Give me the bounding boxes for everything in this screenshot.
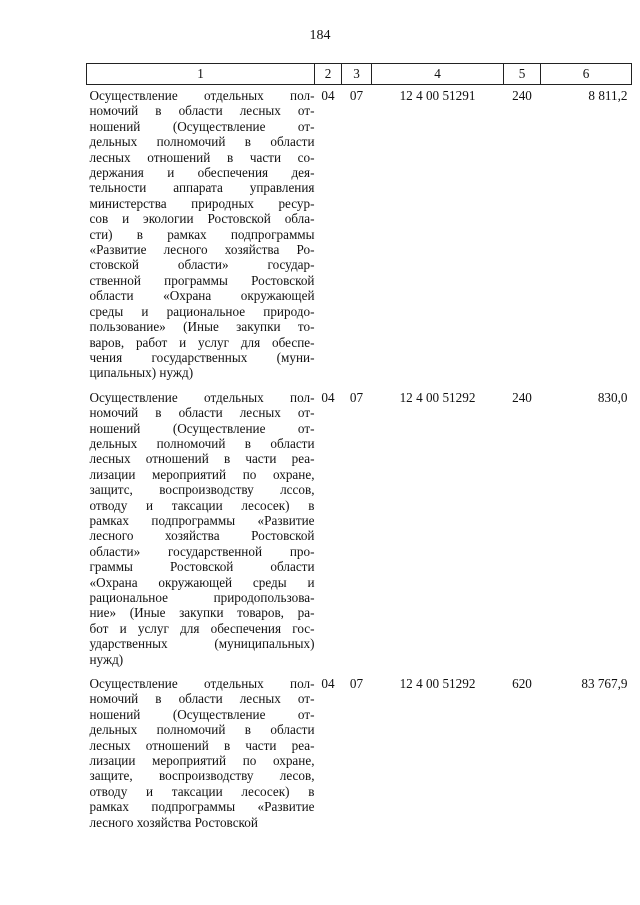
- description-line: отводу и таксации лесосек) в: [89, 497, 315, 513]
- description-line: области «Охрана окружающей: [89, 288, 315, 304]
- description-line: номочий в области лесных от-: [89, 691, 315, 707]
- description-line: держания и обеспечения дея-: [89, 165, 315, 181]
- header-row: [87, 64, 632, 85]
- description-line: «Охрана окружающей среды и: [89, 574, 315, 590]
- description-line: защите, воспроизводству лесов,: [89, 768, 315, 784]
- header-col-5: 5: [504, 64, 541, 85]
- description-line: лесного хозяйства Ростовской: [89, 528, 315, 544]
- description-line: «Развитие лесного хозяйства Ро-: [89, 242, 315, 258]
- row-target-article: 12 4 00 51291: [399, 88, 476, 103]
- header-col-3: 3: [342, 64, 372, 85]
- description-line: стовской области» государ-: [89, 257, 315, 273]
- description-line: дельных полномочий в области: [89, 435, 315, 451]
- description-line: отводу и таксации лесосек) в: [89, 783, 315, 799]
- description-line: нужд): [89, 651, 124, 667]
- description-line: ципальных) нужд): [89, 365, 194, 381]
- row-target-article: 12 4 00 51292: [399, 389, 476, 405]
- row-target-article: 12 4 00 51292: [399, 676, 476, 692]
- header-col-2: 2: [315, 64, 342, 85]
- row-subsection-code: 07: [349, 676, 364, 692]
- row-subsection-code: 07: [349, 88, 364, 103]
- row-expense-type: 240: [512, 88, 532, 103]
- row-section-code: 04: [321, 389, 335, 405]
- description-line: среды и рациональное природо-: [89, 303, 315, 319]
- header-col-6: 6: [541, 64, 632, 85]
- row-description: [87, 387, 315, 673]
- description-line: рамках подпрограммы «Развитие: [89, 512, 315, 528]
- row-amount: 8 811,2: [588, 88, 628, 103]
- description-line: области» государственной про-: [89, 543, 315, 559]
- description-line: ственной программы Ростовской: [89, 272, 315, 288]
- row-section-code: 04: [321, 88, 335, 103]
- description-line: лизации мероприятий по охране,: [89, 753, 315, 769]
- description-line: ношений (Осуществление от-: [89, 706, 315, 722]
- description-line: варов, работ и услуг для обеспе-: [89, 334, 315, 350]
- description-line: ношений (Осуществление от-: [89, 420, 315, 436]
- header-col-1: 1: [87, 64, 315, 85]
- row-description: [87, 673, 315, 836]
- description-line: ношений (Осуществление от-: [89, 118, 315, 134]
- description-line: ударственных (муниципальных): [89, 636, 315, 652]
- description-line: Осуществление отдельных пол-: [89, 389, 315, 405]
- row-amount: 83 767,9: [581, 676, 628, 692]
- description-line: тельности аппарата управления: [89, 180, 315, 196]
- description-line: рамках подпрограммы «Развитие: [89, 799, 315, 815]
- row-subsection-code: 07: [349, 389, 364, 405]
- description-line: ние» (Иные закупки товаров, ра-: [89, 605, 315, 621]
- page-number: 184: [309, 28, 331, 43]
- description-line: сов и экологии Ростовской обла-: [89, 211, 315, 227]
- description-line: лесного хозяйства Ростовской: [89, 814, 258, 830]
- header-col-4: 4: [372, 64, 504, 85]
- description-line: лизации мероприятий по охране,: [89, 466, 315, 482]
- table-body: [87, 85, 632, 837]
- row-expense-type: 240: [512, 389, 532, 405]
- description-line: лесных отношений в части реа-: [89, 737, 315, 753]
- description-line: сти) в рамках подпрограммы: [89, 226, 315, 242]
- description-line: защитс, воспроизводству лссов,: [89, 482, 315, 498]
- row-section-code: 04: [321, 676, 335, 692]
- description-line: лесных отношений в части со-: [89, 149, 315, 165]
- description-line: номочий в области лесных от-: [89, 103, 315, 119]
- row-amount: 830,0: [597, 389, 628, 405]
- row-description: [87, 85, 315, 387]
- description-line: рациональное природопользова-: [89, 590, 315, 605]
- description-line: граммы Ростовской области: [89, 559, 315, 575]
- row-expense-type: 620: [512, 676, 532, 692]
- description-line: министерства природных ресур-: [89, 195, 315, 211]
- description-line: Осуществление отдельных пол-: [89, 88, 315, 103]
- description-line: лесных отношений в части реа-: [89, 451, 315, 467]
- table-row: [87, 387, 632, 673]
- description-line: дельных полномочий в области: [89, 722, 315, 738]
- description-line: номочий в области лесных от-: [89, 405, 315, 421]
- table-row: [87, 85, 632, 387]
- table-row: [87, 673, 632, 836]
- budget-table: [86, 63, 632, 836]
- description-line: дельных полномочий в области: [89, 134, 315, 150]
- description-line: Осуществление отдельных пол-: [89, 676, 315, 692]
- description-line: бот и услуг для обеспечения гос-: [89, 620, 315, 636]
- description-line: пользование» (Иные закупки то-: [89, 319, 315, 335]
- description-line: чения государственных (муни-: [89, 349, 315, 365]
